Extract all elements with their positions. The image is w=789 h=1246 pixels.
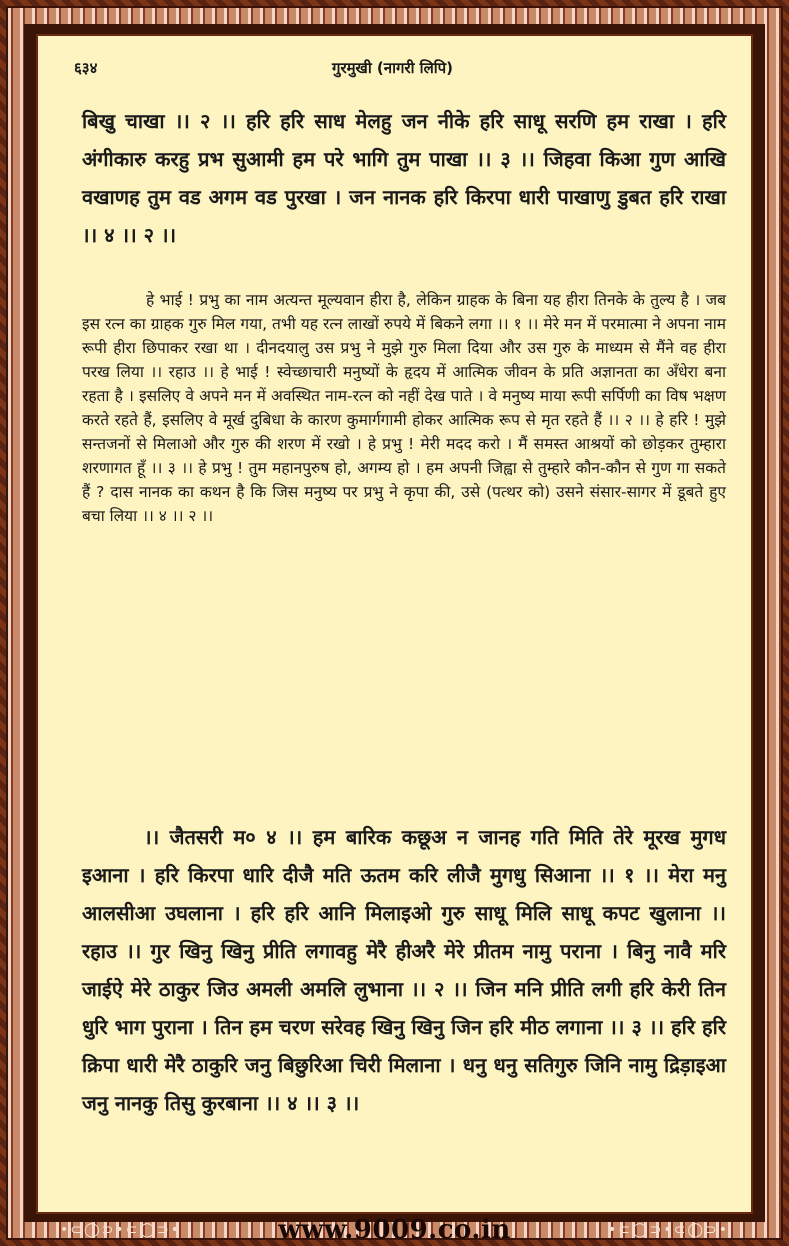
book-page — [36, 34, 753, 1214]
website-url[interactable]: www.9009.co.in — [278, 1215, 511, 1245]
gurbani-verse-2: ।। जैतसरी म० ४ ।। हम बारिक कछूअ न जानह गति मिति तेरे मूरख मुगध इआना । हरि किरपा धारि दीजै मति ऊतम करि लीजै मुगधु सिआना ।। १ ।। मेरा मनु आलसीआ उघलाना । हरि हरि आनि मिलाइओ गुरु साधू मिलि साधू कपट खुलाना ।। रहाउ ।। गुर खिनु खिनु प्रीति लगावहु मेरै हीअरै मेरे प्रीतम नामु पराना । बिनु नावै मरि जाईऐ मेरे ठाकुर जिउ अमली अमलि लुभाना ।। २ ।। जिन मनि प्रीति लगी हरि केरी तिन धुरि भाग पुराना । तिन हम चरण सरेवह खिनु खिनु जिन हरि मीठ लगाना ।। ३ ।। हरि हरि क्रिपा धारी मेरै ठाकुरि जनु बिछुरिआ चिरी मिलाना । धनु धनु सतिगुरु जिनि नामु द्रिड़ाइआ जनु नानकु तिसु कुरबाना ।। ४ ।। ३ ।। — [82, 825, 726, 1115]
footer — [0, 1214, 789, 1246]
footer-ornament-right: •⊂◯⊃•⊂◯⊃• — [607, 1222, 729, 1238]
hindi-translation: हे भाई ! प्रभु का नाम अत्यन्त मूल्यवान हीरा है, लेकिन ग्राहक के बिना यह हीरा तिनके के तुल्य है । जब इस रत्न का ग्राहक गुरु मिल गया, तभी यह रत्न लाखों रुपये में बिकने लगा ।। १ ।। मेरे मन में परमात्मा ने अपना नाम रूपी हीरा छिपाकर रखा था । दीनदयालु उस प्रभु ने मुझे गुरु मिला दिया और उस गुरु के माध्यम से मैंने वह हीरा परख लिया ।। रहाउ ।। हे भाई ! स्वेच्छाचारी मनुष्यों के हृदय में आत्मिक जीवन के प्रति अज्ञानता का अँधेरा बना रहता है । इसलिए वे अपने मन में अवस्थित नाम-रत्न को नहीं देख पाते । वे मनुष्य माया रूपी सर्पिणी का विष भक्षण करते रहते हैं, इसलिए वे मूर्ख दुबिधा के कारण कुमार्गगामी होकर आत्मिक रूप से मृत रहते हैं ।। २ ।। हे हरि ! मुझे सन्तजनों से मिलाओ और गुरु की शरण में रखो । हे प्रभु ! मेरी मदद करो । मैं समस्त आश्रयों को छोड़कर तुम्हारा शरणागत हूँ ।। ३ ।। हे प्रभु ! तुम महानपुरुष हो, अगम्य हो । हम अपनी जिह्वा से तुम्हारे कौन-कौन से गुण गा सकते हैं ? दास नानक का कथन है कि जिस मनुष्य पर प्रभु ने कृपा की, उसे (पत्थर को) उसने संसार-सागर में डूबते हुए बचा लिया ।। ४ ।। २ ।। — [82, 291, 726, 525]
page-header — [74, 58, 714, 82]
gurbani-verse-1: बिखु चाखा ।। २ ।। हरि हरि साध मेलहु जन नीके हरि साधू सरणि हम राखा । हरि अंगीकारु करहु प्रभ सुआमी हम परे भागि तुम पाखा ।। ३ ।। जिहवा किआ गुण आखि वखाणह तुम वड अगम वड पुरखा । जन नानक हरि किरपा धारी पाखाणु डुबत हरि राखा ।। ४ ।। २ ।। — [82, 109, 726, 247]
footer-ornament-left: •⊂◯⊃•⊂◯⊃• — [60, 1222, 182, 1238]
page-title: गुरमुखी (नागरी लिपि) — [332, 59, 453, 77]
page-number: ६३४ — [74, 59, 98, 77]
